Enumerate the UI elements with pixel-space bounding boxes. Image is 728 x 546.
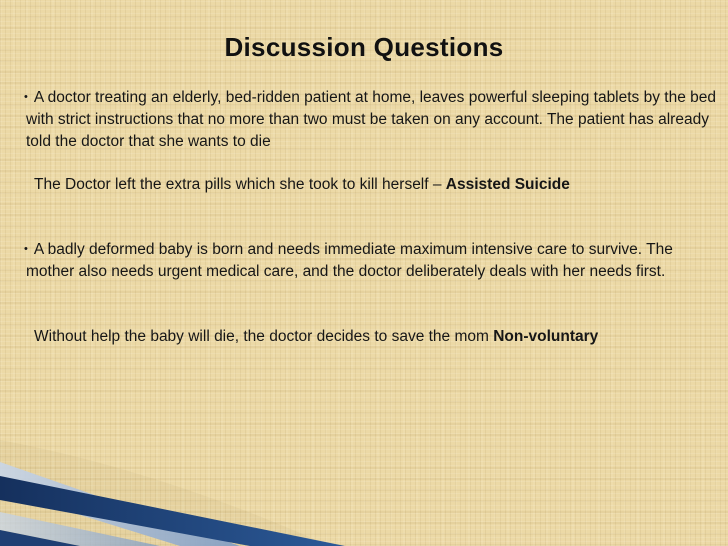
slide-title: Discussion Questions — [224, 32, 504, 62]
question-1 — [26, 86, 716, 153]
answer-1-text: The Doctor left the extra pills which she took to kill herself – — [34, 176, 446, 193]
answer-2-term: Non-voluntary — [493, 328, 599, 345]
bullet-icon: • — [24, 243, 28, 255]
question-2-text: A badly deformed baby is born and needs immediate maximum intensive care to survive. The mother also needs urgent medical care, and the doctor deliberately deals with her needs first. — [26, 241, 673, 280]
answer-2-text: Without help the baby will die, the doctor decides to save the mom — [34, 328, 494, 345]
answer-2 — [34, 326, 634, 348]
question-1-text: A doctor treating an elderly, bed-ridden patient at home, leaves powerful sleeping tablets by the bed with strict instructions that no more than two must be taken on any account. The patient has already told the doctor that she wants to die — [26, 89, 717, 150]
question-2 — [26, 238, 716, 283]
bullet-icon: • — [24, 91, 28, 103]
answer-1-term: Assisted Suicide — [445, 176, 570, 193]
answer-1 — [34, 174, 724, 196]
